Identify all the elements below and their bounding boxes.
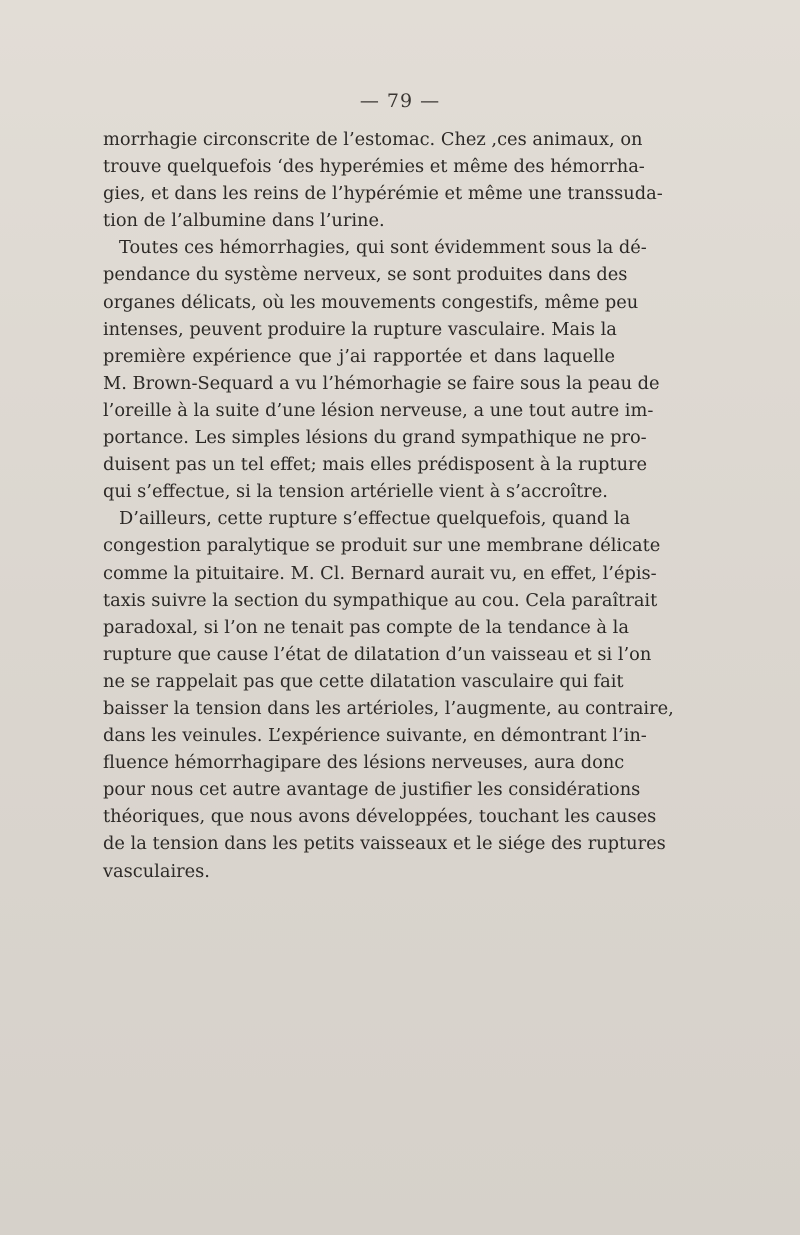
text-line: pour nous cet autre avantage de justifier les considérations bbox=[103, 779, 641, 801]
text-line: vasculaires. bbox=[103, 860, 210, 882]
text-line: portance. Les simples lésions du grand sympathique ne pro- bbox=[103, 427, 647, 449]
text-line: taxis suivre la section du sympathique au cou. Cela paraîtrait bbox=[103, 589, 658, 611]
text-line: baisser la tension dans les artérioles, l’augmente, au contraire, bbox=[103, 697, 674, 719]
text-line: intenses, peuvent produire la rupture vasculaire. Mais la bbox=[103, 318, 617, 340]
text-line: fluence hémorrhagipare des lésions nerveuses, aura donc bbox=[103, 752, 625, 774]
text-line: morrhagie circonscrite de l’estomac. Chez ,ces animaux, on bbox=[103, 129, 643, 150]
text-line: trouve quelquefois ‘des hyperémies et même des hémorrha- bbox=[103, 156, 645, 178]
text-line: première expérience que j’ai rapportée et dans laquelle bbox=[103, 345, 615, 367]
text-line: de la tension dans les petits vaisseaux et le siége des ruptures bbox=[103, 833, 666, 855]
text-line: tion de l’albumine dans l’urine. bbox=[103, 210, 385, 232]
text-line: duisent pas un tel effet; mais elles prédisposent à la rupture bbox=[103, 454, 648, 476]
show-through-text bbox=[100, 880, 620, 1030]
text-line: pendance du système nerveux, se sont produites dans des bbox=[103, 264, 628, 286]
text-line: congestion paralytique se produit sur une membrane délicate bbox=[103, 535, 661, 557]
text-line: paradoxal, si l’on ne tenait pas compte de la tendance à la bbox=[103, 616, 629, 638]
text-line: qui s’effectue, si la tension artérielle vient à s’accroître. bbox=[103, 481, 608, 503]
text-line: l’oreille à la suite d’une lésion nerveuse, a une tout autre im- bbox=[103, 399, 654, 421]
text-line: rupture que cause l’état de dilatation d’un vaisseau et si l’on bbox=[103, 643, 652, 665]
text-line: organes délicats, où les mouvements congestifs, même peu bbox=[103, 291, 639, 313]
text-line: gies, et dans les reins de l’hypérémie et même une transsuda- bbox=[103, 183, 663, 205]
page-number: — 79 — bbox=[359, 90, 441, 112]
text-line: D’ailleurs, cette rupture s’effectue quelquefois, quand la bbox=[119, 508, 631, 530]
text-line: Toutes ces hémorrhagies, qui sont évidemment sous la dé- bbox=[119, 237, 647, 259]
text-line: M. Brown-Sequard a vu l’hémorhagie se faire sous la peau de bbox=[103, 372, 660, 394]
text-line: comme la pituitaire. M. Cl. Bernard aurait vu, en effet, l’épis- bbox=[103, 562, 657, 584]
body-text bbox=[103, 126, 674, 885]
text-line: théoriques, que nous avons développées, touchant les causes bbox=[103, 806, 657, 828]
text-line: dans les veinules. L’expérience suivante, en démontrant l’in- bbox=[103, 725, 647, 747]
text-line: ne se rappelait pas que cette dilatation vasculaire qui fait bbox=[103, 670, 624, 692]
